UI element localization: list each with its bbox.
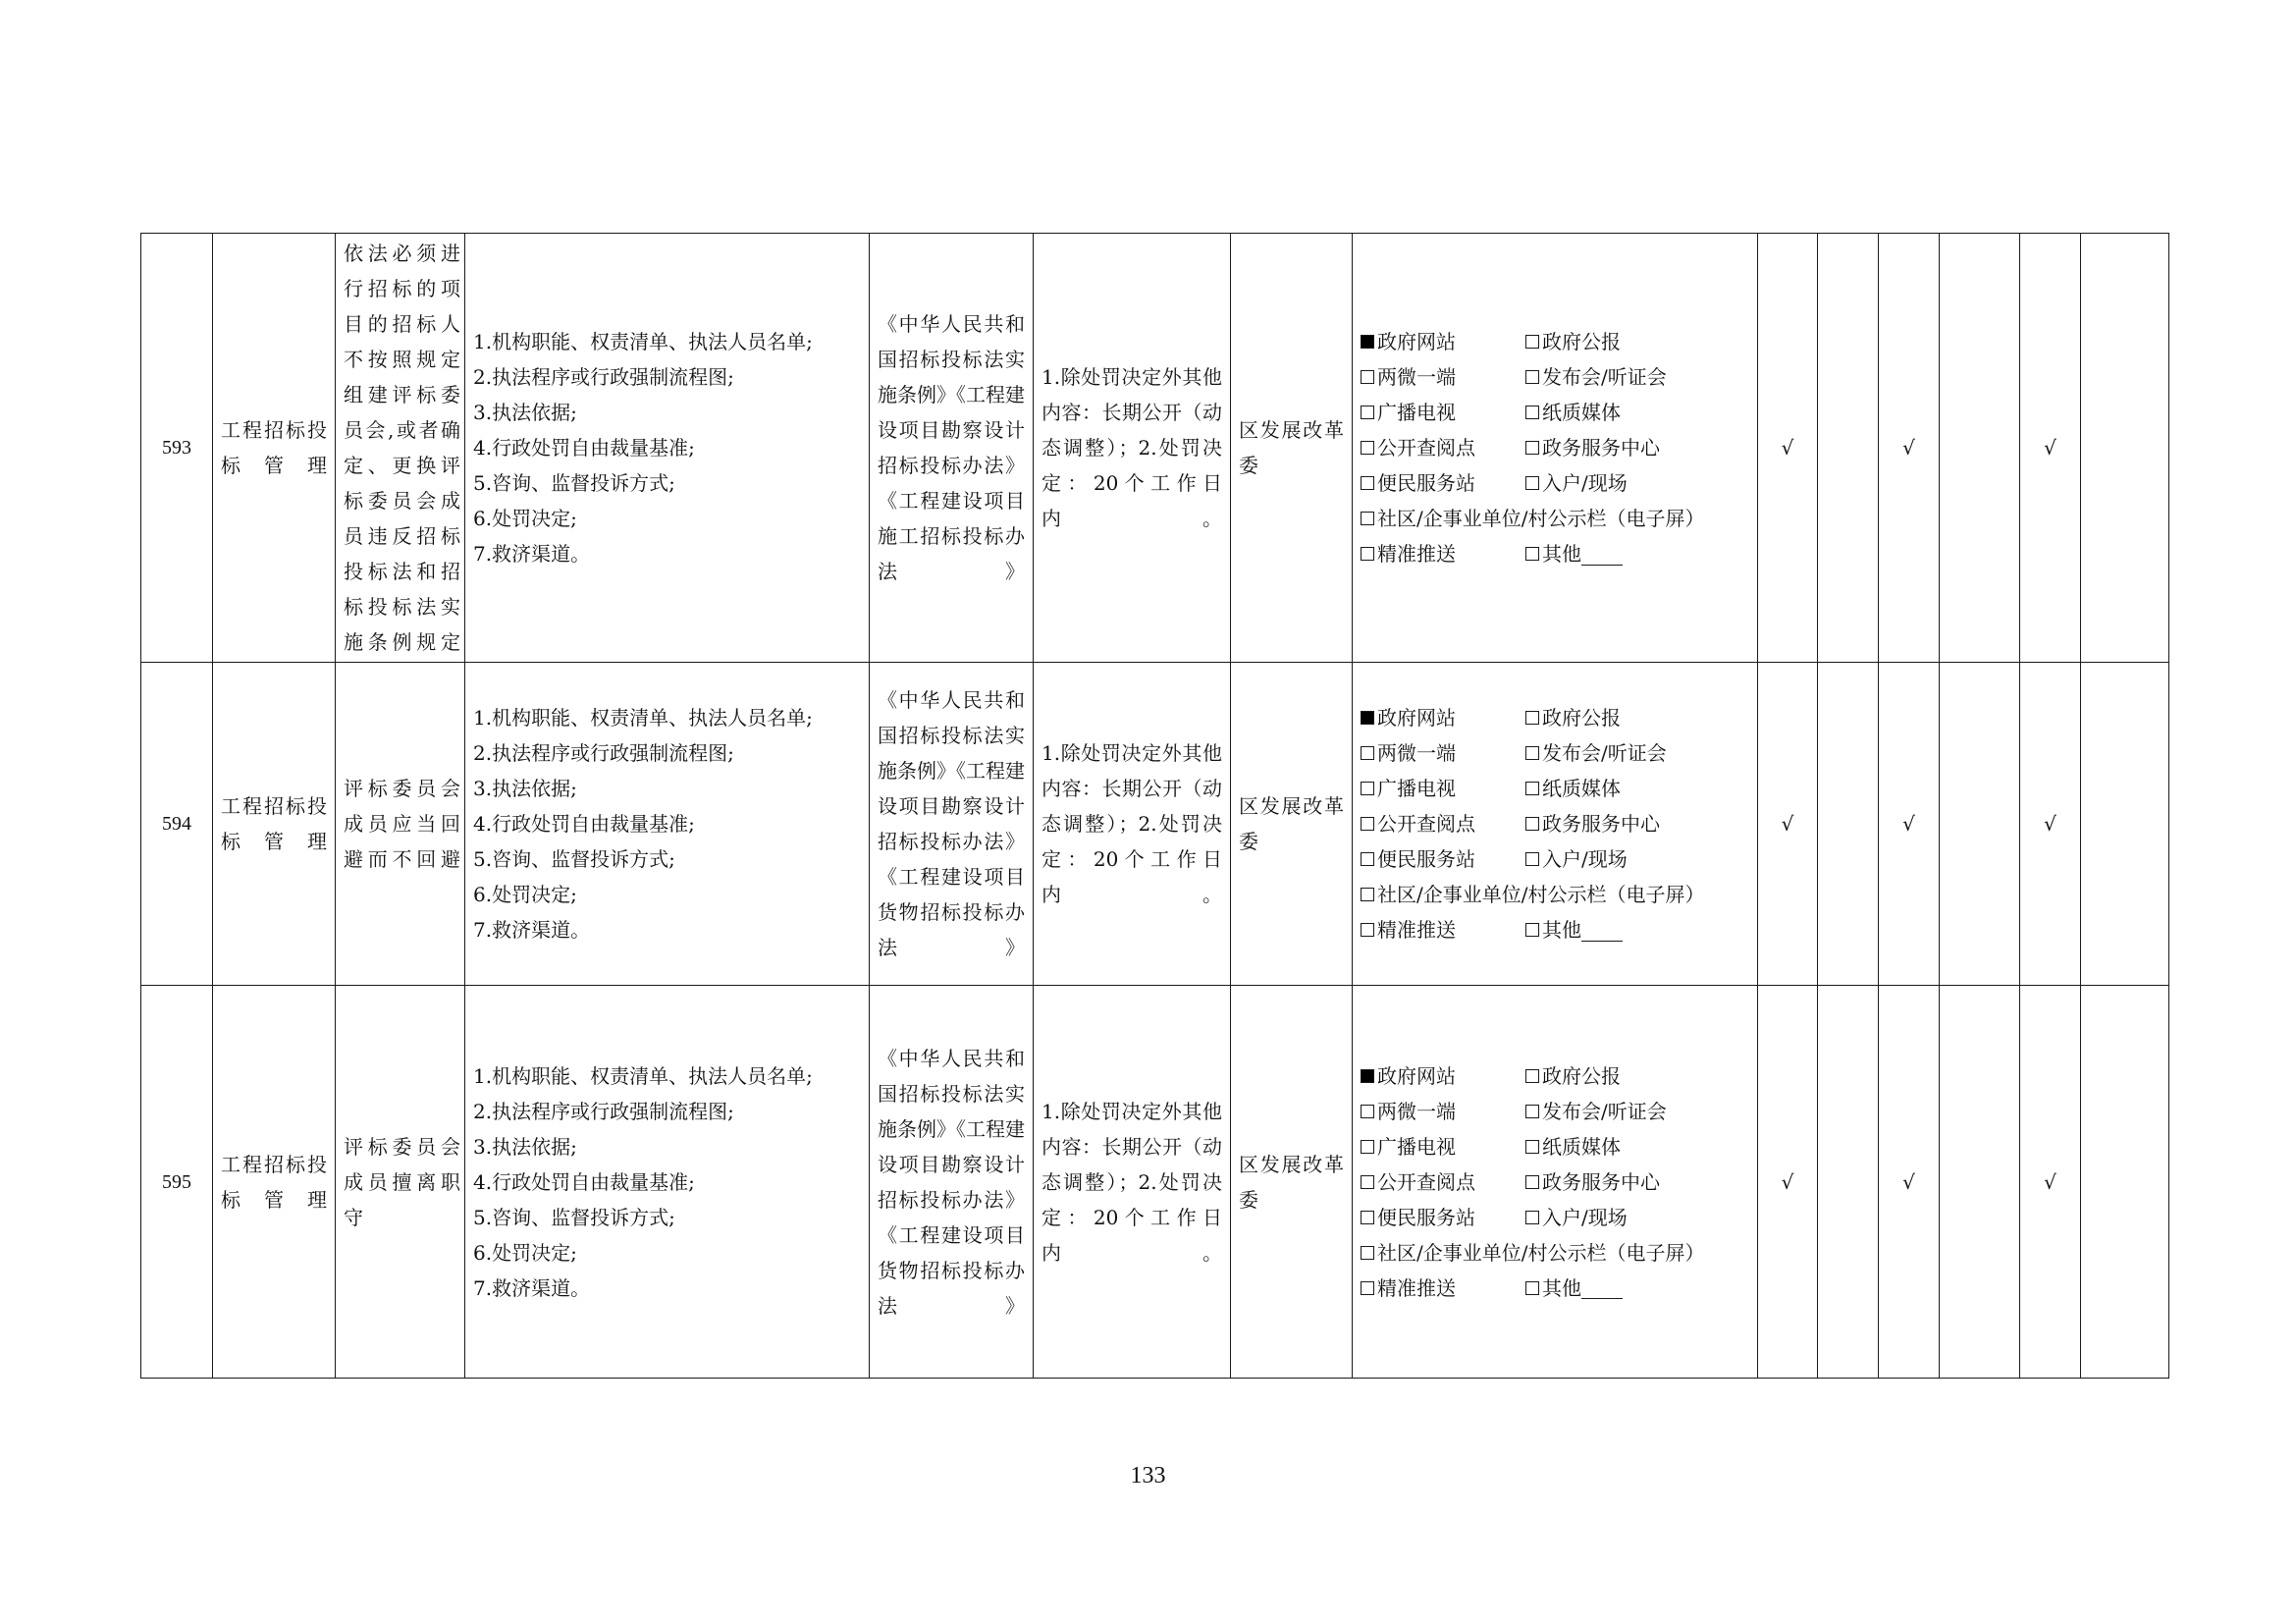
legal-basis-text: 《中华人民共和国招标投标法实施条例》《工程建设项目勘察设计招标投标办法》《工程建设项目货物招标投标办法》 xyxy=(878,688,1025,959)
content-item: 1.机构职能、权责清单、执法人员名单; xyxy=(473,706,813,730)
content-item: 3.执法依据; xyxy=(473,401,577,424)
channel-label: 两微一端 xyxy=(1377,365,1456,389)
legal-basis-cell xyxy=(870,663,1034,986)
checkmark-cell: √ xyxy=(1879,663,1940,986)
timing-text: 1.除处罚决定外其他内容：长期公开（动态调整）；2.处罚决定：20个工作日内。 xyxy=(1041,741,1222,906)
subject-cell xyxy=(1231,663,1353,986)
matter-cell xyxy=(336,663,465,986)
matter-cell xyxy=(336,234,465,663)
channel-option xyxy=(1361,735,1525,771)
empty-cell xyxy=(1818,234,1879,663)
channel-option xyxy=(1525,359,1749,395)
content-item: 1.机构职能、权责清单、执法人员名单; xyxy=(473,1063,813,1088)
channel-option xyxy=(1361,395,1525,430)
checkbox-empty-icon xyxy=(1525,1140,1539,1154)
checkbox-empty-icon xyxy=(1525,1281,1539,1295)
checkbox-empty-icon xyxy=(1361,370,1374,384)
channel-option xyxy=(1361,359,1525,395)
checkbox-empty-icon xyxy=(1525,852,1539,866)
content-item: 2.执法程序或行政强制流程图; xyxy=(473,1099,734,1123)
content-item: 4.行政处罚自由裁量基准; xyxy=(473,436,695,460)
checkbox-empty-icon xyxy=(1525,406,1539,419)
channel-label: 政府公报 xyxy=(1542,706,1621,730)
blank-underline xyxy=(1581,919,1623,942)
channel-label: 发布会/听证会 xyxy=(1542,1099,1667,1123)
checkbox-empty-icon xyxy=(1361,852,1374,866)
content-item: 7.救济渠道。 xyxy=(473,542,591,566)
content-item: 6.处罚决定; xyxy=(473,1240,577,1265)
channel-label: 便民服务站 xyxy=(1377,847,1475,871)
timing-cell xyxy=(1034,986,1231,1379)
timing-text: 1.除处罚决定外其他内容：长期公开（动态调整）；2.处罚决定：20个工作日内。 xyxy=(1041,1099,1222,1265)
channel-option xyxy=(1361,1058,1525,1094)
checkbox-empty-icon xyxy=(1361,441,1374,455)
channel-option xyxy=(1361,700,1525,735)
category-cell xyxy=(213,234,336,663)
channel-label: 广播电视 xyxy=(1377,777,1456,800)
content-item: 3.执法依据; xyxy=(473,777,577,800)
channel-option xyxy=(1361,841,1525,877)
timing-text: 1.除处罚决定外其他内容：长期公开（动态调整）；2.处罚决定：20个工作日内。 xyxy=(1041,365,1222,530)
channel-option xyxy=(1361,501,1749,536)
row-number: 595 xyxy=(141,986,213,1379)
channel-option xyxy=(1525,1200,1749,1235)
channel-option xyxy=(1361,1271,1525,1306)
channel-option xyxy=(1525,324,1749,359)
subject-text: 区发展改革委 xyxy=(1239,418,1344,477)
checkbox-empty-icon xyxy=(1525,782,1539,795)
checkmark-cell: √ xyxy=(2020,986,2081,1379)
content-item: 2.执法程序或行政强制流程图; xyxy=(473,365,734,389)
channels-grid xyxy=(1361,324,1749,571)
channels-cell xyxy=(1353,986,1758,1379)
legal-basis-text: 《中华人民共和国招标投标法实施条例》《工程建设项目勘察设计招标投标办法》《工程建设项目货物招标投标办法》 xyxy=(878,1046,1025,1318)
channel-option xyxy=(1525,841,1749,877)
matter-text: 评标委员会成员应当回避而不回避 xyxy=(344,777,460,871)
channel-label: 其他 xyxy=(1542,918,1581,942)
channel-label: 入户/现场 xyxy=(1542,471,1628,495)
checkbox-empty-icon xyxy=(1525,370,1539,384)
checkmark-cell: √ xyxy=(1758,234,1818,663)
channel-label: 政府网站 xyxy=(1377,330,1456,353)
legal-basis-cell xyxy=(870,986,1034,1379)
channel-label: 便民服务站 xyxy=(1377,1205,1475,1229)
category-cell xyxy=(213,663,336,986)
channel-option xyxy=(1361,1235,1749,1271)
empty-cell xyxy=(2081,663,2169,986)
channel-label: 发布会/听证会 xyxy=(1542,741,1667,765)
category-text: 工程招标投标管理 xyxy=(221,418,327,477)
channel-label: 发布会/听证会 xyxy=(1542,365,1667,389)
channel-option xyxy=(1525,1271,1749,1306)
checkbox-empty-icon xyxy=(1361,817,1374,831)
channel-option xyxy=(1525,430,1749,465)
checkbox-empty-icon xyxy=(1361,406,1374,419)
checkbox-checked-icon xyxy=(1361,711,1374,725)
legal-basis-cell xyxy=(870,234,1034,663)
channel-label: 社区/企事业单位/村公示栏（电子屏） xyxy=(1377,507,1705,530)
channel-option xyxy=(1361,465,1525,501)
channel-option xyxy=(1525,735,1749,771)
checkmark-cell: √ xyxy=(1758,663,1818,986)
empty-cell xyxy=(1940,663,2020,986)
empty-cell xyxy=(2081,234,2169,663)
checkbox-empty-icon xyxy=(1361,888,1374,901)
channel-label: 其他 xyxy=(1542,1275,1581,1300)
channel-option xyxy=(1361,877,1749,912)
empty-cell xyxy=(1940,986,2020,1379)
subject-text: 区发展改革委 xyxy=(1239,1152,1344,1212)
checkbox-empty-icon xyxy=(1525,746,1539,760)
channel-label: 其他 xyxy=(1542,542,1581,566)
table-body xyxy=(141,234,2169,1379)
channels-grid xyxy=(1361,1058,1749,1306)
table-row xyxy=(141,663,2169,986)
timing-cell xyxy=(1034,234,1231,663)
row-number: 594 xyxy=(141,663,213,986)
content-item: 3.执法依据; xyxy=(473,1134,577,1159)
channel-option xyxy=(1361,536,1525,571)
subject-cell xyxy=(1231,234,1353,663)
channel-label: 公开查阅点 xyxy=(1377,1169,1475,1194)
checkbox-empty-icon xyxy=(1361,1281,1374,1295)
channel-option xyxy=(1361,324,1525,359)
legal-basis-text: 《中华人民共和国招标投标法实施条例》《工程建设项目勘察设计招标投标办法》《工程建设项目施工招标投标办法》 xyxy=(878,312,1025,583)
channel-option xyxy=(1525,912,1749,947)
checkbox-empty-icon xyxy=(1361,1211,1374,1224)
channel-label: 政府网站 xyxy=(1377,706,1456,730)
checkbox-empty-icon xyxy=(1361,547,1374,561)
channel-option xyxy=(1361,771,1525,806)
checkbox-empty-icon xyxy=(1525,1105,1539,1118)
channel-label: 两微一端 xyxy=(1377,741,1456,765)
channel-option xyxy=(1361,912,1525,947)
content-item: 2.执法程序或行政强制流程图; xyxy=(473,741,734,765)
channel-option xyxy=(1525,465,1749,501)
content-item: 4.行政处罚自由裁量基准; xyxy=(473,812,695,836)
channel-option xyxy=(1525,771,1749,806)
category-text: 工程招标投标管理 xyxy=(221,1152,327,1212)
checkmark-cell: √ xyxy=(2020,663,2081,986)
blank-underline xyxy=(1581,543,1623,566)
empty-cell xyxy=(1818,986,1879,1379)
content-item: 1.机构职能、权责清单、执法人员名单; xyxy=(473,330,813,353)
checkbox-empty-icon xyxy=(1525,441,1539,455)
content-cell xyxy=(465,234,870,663)
checkmark-cell: √ xyxy=(2020,234,2081,663)
checkbox-checked-icon xyxy=(1361,1069,1374,1083)
checkmark-cell: √ xyxy=(1879,986,1940,1379)
channel-label: 公开查阅点 xyxy=(1377,812,1475,836)
channel-label: 政务服务中心 xyxy=(1542,812,1660,836)
timing-cell xyxy=(1034,663,1231,986)
empty-cell xyxy=(1940,234,2020,663)
checkbox-empty-icon xyxy=(1361,476,1374,490)
channel-option xyxy=(1361,1094,1525,1129)
checkbox-empty-icon xyxy=(1361,1246,1374,1260)
disclosure-table xyxy=(140,233,2169,1379)
content-cell xyxy=(465,986,870,1379)
channel-label: 社区/企事业单位/村公示栏（电子屏） xyxy=(1377,883,1705,906)
channel-label: 精准推送 xyxy=(1377,542,1456,566)
channel-option xyxy=(1525,1164,1749,1200)
subject-text: 区发展改革委 xyxy=(1239,794,1344,853)
channel-label: 精准推送 xyxy=(1377,918,1456,942)
channel-option xyxy=(1525,700,1749,735)
channel-label: 政务服务中心 xyxy=(1542,1169,1660,1194)
matter-text: 依法必须进行招标的项目的招标人不按照规定组建评标委员会,或者确定、更换评标委员会成员违反招标投标法和招标投标法实施条例规定 xyxy=(344,242,460,654)
channel-option xyxy=(1361,806,1525,841)
channel-label: 入户/现场 xyxy=(1542,847,1628,871)
checkbox-empty-icon xyxy=(1525,817,1539,831)
checkbox-empty-icon xyxy=(1525,923,1539,937)
channel-label: 政府公报 xyxy=(1542,330,1621,353)
content-item: 6.处罚决定; xyxy=(473,507,577,530)
channel-option xyxy=(1525,536,1749,571)
checkbox-empty-icon xyxy=(1525,1175,1539,1189)
subject-cell xyxy=(1231,986,1353,1379)
checkbox-empty-icon xyxy=(1525,1069,1539,1083)
channel-label: 两微一端 xyxy=(1377,1099,1456,1123)
checkbox-empty-icon xyxy=(1525,711,1539,725)
checkmark-cell: √ xyxy=(1758,986,1818,1379)
channel-option xyxy=(1525,1094,1749,1129)
channel-option xyxy=(1525,395,1749,430)
checkbox-empty-icon xyxy=(1361,1105,1374,1118)
checkbox-empty-icon xyxy=(1361,512,1374,525)
checkbox-empty-icon xyxy=(1525,1211,1539,1224)
checkbox-checked-icon xyxy=(1361,335,1374,349)
matter-cell xyxy=(336,986,465,1379)
content-item: 4.行政处罚自由裁量基准; xyxy=(473,1169,695,1194)
channel-label: 公开查阅点 xyxy=(1377,436,1475,460)
channels-cell xyxy=(1353,663,1758,986)
channel-label: 纸质媒体 xyxy=(1542,401,1621,424)
channel-label: 入户/现场 xyxy=(1542,1205,1628,1229)
channel-option xyxy=(1361,1164,1525,1200)
content-item: 5.咨询、监督投诉方式; xyxy=(473,847,675,871)
empty-cell xyxy=(2081,986,2169,1379)
checkbox-empty-icon xyxy=(1361,782,1374,795)
table-row xyxy=(141,234,2169,663)
channel-label: 政府公报 xyxy=(1542,1063,1621,1088)
content-item: 6.处罚决定; xyxy=(473,883,577,906)
checkbox-empty-icon xyxy=(1361,1175,1374,1189)
channel-label: 精准推送 xyxy=(1377,1275,1456,1300)
category-text: 工程招标投标管理 xyxy=(221,794,327,853)
channel-label: 社区/企事业单位/村公示栏（电子屏） xyxy=(1377,1240,1705,1265)
checkbox-empty-icon xyxy=(1361,746,1374,760)
category-cell xyxy=(213,986,336,1379)
table-row xyxy=(141,986,2169,1379)
channels-cell xyxy=(1353,234,1758,663)
channel-option xyxy=(1361,430,1525,465)
channels-grid xyxy=(1361,700,1749,947)
checkmark-cell: √ xyxy=(1879,234,1940,663)
content-item: 7.救济渠道。 xyxy=(473,1275,591,1300)
content-cell xyxy=(465,663,870,986)
channel-label: 便民服务站 xyxy=(1377,471,1475,495)
blank-underline xyxy=(1581,1276,1623,1299)
channel-label: 政务服务中心 xyxy=(1542,436,1660,460)
page-number: 133 xyxy=(1130,1463,1166,1489)
content-item: 7.救济渠道。 xyxy=(473,918,591,942)
channel-label: 广播电视 xyxy=(1377,1134,1456,1159)
matter-text: 评标委员会成员擅离职守 xyxy=(344,1134,460,1229)
channel-option xyxy=(1525,806,1749,841)
channel-option xyxy=(1361,1129,1525,1164)
channel-label: 政府网站 xyxy=(1377,1063,1456,1088)
channel-option xyxy=(1525,1058,1749,1094)
channel-option xyxy=(1525,1129,1749,1164)
content-item: 5.咨询、监督投诉方式; xyxy=(473,1205,675,1229)
empty-cell xyxy=(1818,663,1879,986)
checkbox-empty-icon xyxy=(1361,923,1374,937)
channel-label: 纸质媒体 xyxy=(1542,1134,1621,1159)
checkbox-empty-icon xyxy=(1525,335,1539,349)
channel-option xyxy=(1361,1200,1525,1235)
row-number: 593 xyxy=(141,234,213,663)
content-item: 5.咨询、监督投诉方式; xyxy=(473,471,675,495)
checkbox-empty-icon xyxy=(1525,547,1539,561)
checkbox-empty-icon xyxy=(1525,476,1539,490)
channel-label: 纸质媒体 xyxy=(1542,777,1621,800)
checkbox-empty-icon xyxy=(1361,1140,1374,1154)
channel-label: 广播电视 xyxy=(1377,401,1456,424)
